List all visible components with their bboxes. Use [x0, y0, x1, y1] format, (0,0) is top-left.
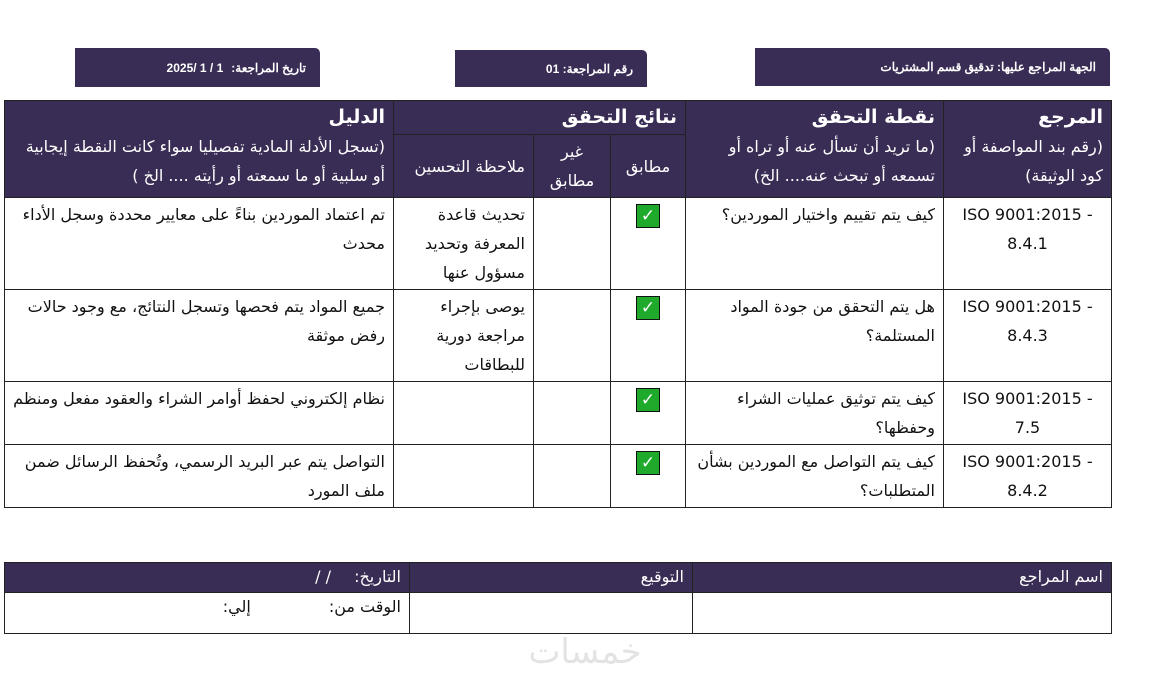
results-header — [394, 101, 686, 135]
conform-checkbox[interactable]: ✓ — [636, 204, 660, 228]
checkpoint-header — [686, 101, 944, 198]
improvement-cell: يوصى بإجراء مراجعة دورية للبطاقات — [394, 290, 534, 382]
conform-checkbox[interactable]: ✓ — [636, 388, 660, 412]
sign-date-label: التاريخ: — [354, 567, 401, 586]
conform-checkbox[interactable]: ✓ — [636, 296, 660, 320]
reference-title: المرجع — [1038, 106, 1103, 128]
audit-checklist-table — [4, 100, 1112, 508]
reference-clause: 7.5 — [1014, 418, 1041, 437]
evidence-cell: التواصل يتم عبر البريد الرسمي، وتُحفظ الرسائل ضمن ملف المورد — [5, 445, 394, 508]
auditor-name-field[interactable] — [693, 593, 1112, 634]
nonconform-cell — [534, 445, 611, 508]
signature-field[interactable] — [410, 593, 693, 634]
conform-cell — [611, 445, 686, 508]
nonconform-header: غير مطابق — [534, 135, 611, 198]
sign-date-header — [5, 563, 410, 593]
table-row — [5, 290, 1112, 382]
question-cell: كيف يتم توثيق عمليات الشراء وحفظها؟ — [686, 382, 944, 445]
nonconform-cell — [534, 382, 611, 445]
signature-table — [4, 562, 1112, 634]
audit-number-label: رقم المراجعة: 01 — [455, 50, 647, 87]
conform-checkbox[interactable]: ✓ — [636, 451, 660, 475]
conform-cell — [611, 290, 686, 382]
reference-code: ISO 9001:2015 - — [962, 452, 1093, 471]
reference-clause: 8.4.1 — [1007, 234, 1048, 253]
checkpoint-title: نقطة التحقق — [811, 106, 935, 128]
reference-cell — [944, 382, 1112, 445]
reference-code: ISO 9001:2015 - — [962, 297, 1093, 316]
time-to-label: إلي: — [222, 597, 251, 616]
evidence-cell: جميع المواد يتم فحصها وتسجل النتائج، مع وجود حالات رفض موثقة — [5, 290, 394, 382]
table-row — [5, 382, 1112, 445]
improvement-cell — [394, 445, 534, 508]
nonconform-cell — [534, 290, 611, 382]
results-title: نتائج التحقق — [561, 106, 677, 128]
evidence-title: الدليل — [328, 106, 385, 128]
signature-header: التوقيع — [410, 563, 693, 593]
time-field[interactable] — [5, 593, 410, 634]
table-row — [5, 198, 1112, 290]
question-cell: كيف يتم التواصل مع الموردين بشأن المتطلبات؟ — [686, 445, 944, 508]
reference-header — [944, 101, 1112, 198]
question-cell: هل يتم التحقق من جودة المواد المستلمة؟ — [686, 290, 944, 382]
evidence-cell: تم اعتماد الموردين بناءً على معايير محددة وسجل الأداء محدث — [5, 198, 394, 290]
auditor-name-header: اسم المراجع — [693, 563, 1112, 593]
improvement-header: ملاحظة التحسين — [394, 135, 534, 198]
audit-date-label: تاريخ المراجعة: — [231, 60, 306, 75]
reference-subtitle: (رقم بند المواصفة أو كود الوثيقة) — [964, 137, 1103, 185]
conform-cell — [611, 382, 686, 445]
table-row — [5, 445, 1112, 508]
conform-header: مطابق — [611, 135, 686, 198]
audited-entity-label: الجهة المراجع عليها: تدقيق قسم المشتريات — [755, 48, 1110, 86]
time-from-label: الوقت من: — [328, 597, 401, 616]
nonconform-cell — [534, 198, 611, 290]
sign-date-blank: / / — [315, 567, 331, 586]
evidence-cell: نظام إلكتروني لحفظ أوامر الشراء والعقود مفعل ومنظم — [5, 382, 394, 445]
audit-date-value: 2025/ 1 / 1 — [166, 60, 224, 75]
reference-cell — [944, 445, 1112, 508]
conform-cell — [611, 198, 686, 290]
reference-clause: 8.4.2 — [1007, 481, 1048, 500]
reference-code: ISO 9001:2015 - — [962, 389, 1093, 408]
evidence-subtitle: (تسجل الأدلة المادية تفصيليا سواء كانت النقطة إيجابية أو سلبية أو ما سمعته أو رأيته .... الخ ) — [25, 137, 385, 185]
reference-cell — [944, 198, 1112, 290]
watermark-logo: خمسات — [528, 632, 642, 672]
evidence-header — [5, 101, 394, 198]
reference-cell — [944, 290, 1112, 382]
audit-date-field — [75, 48, 320, 87]
checkpoint-subtitle: (ما تريد أن تسأل عنه أو تراه أو تسمعه أو تبحث عنه.... الخ) — [728, 137, 935, 185]
question-cell: كيف يتم تقييم واختيار الموردين؟ — [686, 198, 944, 290]
reference-clause: 8.4.3 — [1007, 326, 1048, 345]
improvement-cell: تحديث قاعدة المعرفة وتحديد مسؤول عنها — [394, 198, 534, 290]
reference-code: ISO 9001:2015 - — [962, 205, 1093, 224]
improvement-cell — [394, 382, 534, 445]
